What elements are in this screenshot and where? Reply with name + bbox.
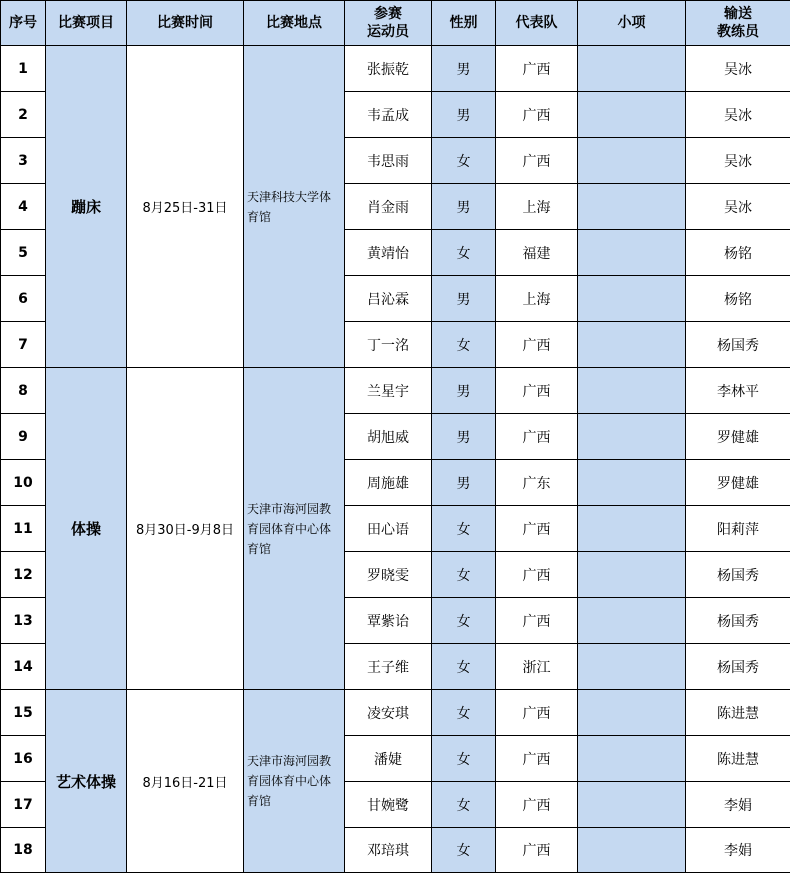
athlete-cell: 邓琣琪: [345, 828, 432, 873]
coach-cell: 杨铭: [686, 230, 790, 276]
header-athlete: [345, 1, 432, 46]
team-cell: 广西: [496, 138, 578, 184]
gender-cell: 女: [432, 322, 496, 368]
gender-cell: 女: [432, 828, 496, 873]
subevent-cell: [578, 92, 686, 138]
row-index: 2: [1, 92, 46, 138]
team-cell: 广西: [496, 414, 578, 460]
gender-cell: 女: [432, 598, 496, 644]
gender-cell: 男: [432, 46, 496, 92]
subevent-cell: [578, 322, 686, 368]
subevent-cell: [578, 276, 686, 322]
gender-cell: 男: [432, 368, 496, 414]
event-cell: 体操: [46, 368, 127, 690]
team-cell: 广西: [496, 46, 578, 92]
venue-cell: 天津市海河园教育园体育中心体育馆: [244, 690, 345, 873]
coach-cell: 吴冰: [686, 92, 790, 138]
row-index: 11: [1, 506, 46, 552]
team-cell: 福建: [496, 230, 578, 276]
row-index: 4: [1, 184, 46, 230]
athlete-cell: 韦思雨: [345, 138, 432, 184]
coach-cell: 杨国秀: [686, 552, 790, 598]
coach-cell: 罗健雄: [686, 460, 790, 506]
table-row: [1, 46, 790, 92]
header-coach-line2: 教练员: [717, 24, 759, 40]
gender-cell: 男: [432, 184, 496, 230]
header-row: [1, 1, 790, 46]
row-index: 15: [1, 690, 46, 736]
coach-cell: 罗健雄: [686, 414, 790, 460]
gender-cell: 女: [432, 736, 496, 782]
athlete-cell: 罗晓雯: [345, 552, 432, 598]
team-cell: 广西: [496, 598, 578, 644]
subevent-cell: [578, 368, 686, 414]
athlete-cell: 韦孟成: [345, 92, 432, 138]
date-cell: 8月30日-9月8日: [127, 368, 244, 690]
gender-cell: 女: [432, 552, 496, 598]
coach-cell: 杨国秀: [686, 322, 790, 368]
row-index: 18: [1, 828, 46, 873]
header-coach-line1: 输送: [724, 6, 752, 22]
venue-cell: 天津市海河园教育园体育中心体育馆: [244, 368, 345, 690]
coach-cell: 陈进慧: [686, 736, 790, 782]
subevent-cell: [578, 184, 686, 230]
table-body: [1, 46, 790, 873]
subevent-cell: [578, 414, 686, 460]
date-cell: 8月25日-31日: [127, 46, 244, 368]
row-index: 5: [1, 230, 46, 276]
coach-cell: 阳莉萍: [686, 506, 790, 552]
subevent-cell: [578, 828, 686, 873]
coach-cell: 吴冰: [686, 138, 790, 184]
gender-cell: 男: [432, 92, 496, 138]
athlete-cell: 田心语: [345, 506, 432, 552]
team-cell: 广西: [496, 506, 578, 552]
header-subevent: 小项: [578, 1, 686, 46]
row-index: 12: [1, 552, 46, 598]
row-index: 14: [1, 644, 46, 690]
team-cell: 广西: [496, 690, 578, 736]
coach-cell: 吴冰: [686, 184, 790, 230]
gender-cell: 女: [432, 644, 496, 690]
table-row: [1, 368, 790, 414]
row-index: 1: [1, 46, 46, 92]
gender-cell: 女: [432, 138, 496, 184]
athlete-cell: 周施雄: [345, 460, 432, 506]
header-date: 比赛时间: [127, 1, 244, 46]
subevent-cell: [578, 644, 686, 690]
subevent-cell: [578, 138, 686, 184]
coach-cell: 李娟: [686, 828, 790, 873]
subevent-cell: [578, 690, 686, 736]
coach-cell: 吴冰: [686, 46, 790, 92]
header-idx: 序号: [1, 1, 46, 46]
venue-cell: 天津科技大学体育馆: [244, 46, 345, 368]
row-index: 6: [1, 276, 46, 322]
row-index: 10: [1, 460, 46, 506]
athlete-cell: 覃紫诒: [345, 598, 432, 644]
gender-cell: 女: [432, 506, 496, 552]
athlete-cell: 凌安琪: [345, 690, 432, 736]
date-cell: 8月16日-21日: [127, 690, 244, 873]
subevent-cell: [578, 552, 686, 598]
athlete-cell: 肖金雨: [345, 184, 432, 230]
athlete-cell: 胡旭威: [345, 414, 432, 460]
athlete-cell: 黄靖怡: [345, 230, 432, 276]
row-index: 8: [1, 368, 46, 414]
athlete-cell: 张振乾: [345, 46, 432, 92]
subevent-cell: [578, 598, 686, 644]
coach-cell: 杨国秀: [686, 644, 790, 690]
coach-cell: 李林平: [686, 368, 790, 414]
team-cell: 广西: [496, 736, 578, 782]
header-event: 比赛项目: [46, 1, 127, 46]
gender-cell: 女: [432, 782, 496, 828]
header-athlete-line1: 参赛: [374, 6, 402, 22]
team-cell: 广东: [496, 460, 578, 506]
gender-cell: 男: [432, 414, 496, 460]
gender-cell: 女: [432, 230, 496, 276]
team-cell: 上海: [496, 184, 578, 230]
gender-cell: 男: [432, 276, 496, 322]
team-cell: 广西: [496, 92, 578, 138]
subevent-cell: [578, 736, 686, 782]
row-index: 3: [1, 138, 46, 184]
team-cell: 广西: [496, 552, 578, 598]
row-index: 13: [1, 598, 46, 644]
row-index: 7: [1, 322, 46, 368]
header-coach: [686, 1, 790, 46]
subevent-cell: [578, 506, 686, 552]
header-venue: 比赛地点: [244, 1, 345, 46]
header-athlete-line2: 运动员: [367, 24, 409, 40]
athlete-cell: 兰星宇: [345, 368, 432, 414]
gender-cell: 女: [432, 690, 496, 736]
team-cell: 广西: [496, 322, 578, 368]
event-cell: 艺术体操: [46, 690, 127, 873]
coach-cell: 陈进慧: [686, 690, 790, 736]
gender-cell: 男: [432, 460, 496, 506]
team-cell: 浙江: [496, 644, 578, 690]
row-index: 9: [1, 414, 46, 460]
athlete-cell: 吕沁霖: [345, 276, 432, 322]
athlete-cell: 潘婕: [345, 736, 432, 782]
subevent-cell: [578, 782, 686, 828]
athlete-cell: 丁一洺: [345, 322, 432, 368]
athlete-cell: 甘婉鹭: [345, 782, 432, 828]
team-cell: 广西: [496, 828, 578, 873]
row-index: 17: [1, 782, 46, 828]
athlete-cell: 王子维: [345, 644, 432, 690]
coach-cell: 李娟: [686, 782, 790, 828]
table-row: [1, 690, 790, 736]
team-cell: 广西: [496, 368, 578, 414]
subevent-cell: [578, 46, 686, 92]
event-cell: 蹦床: [46, 46, 127, 368]
subevent-cell: [578, 230, 686, 276]
coach-cell: 杨国秀: [686, 598, 790, 644]
team-cell: 上海: [496, 276, 578, 322]
header-gender: 性别: [432, 1, 496, 46]
row-index: 16: [1, 736, 46, 782]
subevent-cell: [578, 460, 686, 506]
header-team: 代表队: [496, 1, 578, 46]
coach-cell: 杨铭: [686, 276, 790, 322]
team-cell: 广西: [496, 782, 578, 828]
